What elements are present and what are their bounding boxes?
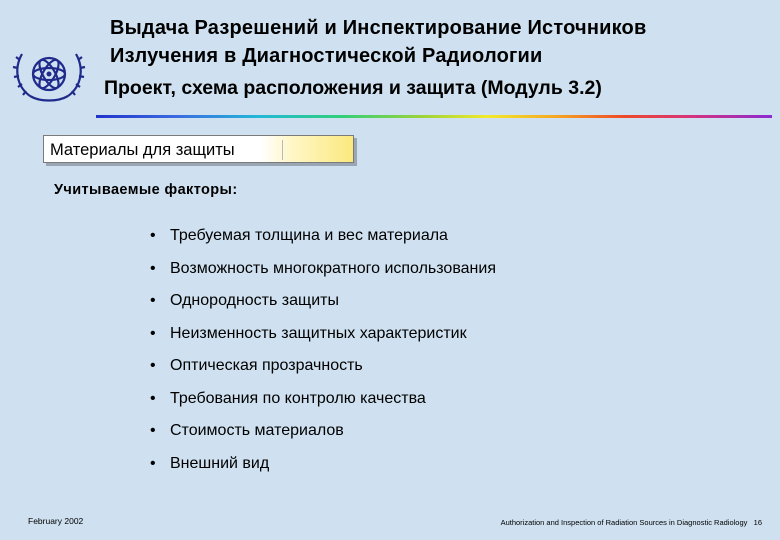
list-item-text: Требования по контролю качества — [170, 389, 426, 407]
footer-course — [501, 518, 762, 527]
list-item — [150, 321, 496, 354]
list-item — [150, 288, 496, 321]
iaea-atom-emblem-icon — [10, 30, 88, 108]
list-item-text: Однородность защиты — [170, 292, 339, 309]
bullet-icon: • — [150, 389, 156, 407]
footer-course-title: Authorization and Inspection of Radiation Sources in Diagnostic Radiology — [500, 518, 748, 527]
list-item-text: Возможность многократного использования — [170, 259, 496, 277]
bullet-icon: • — [150, 422, 156, 439]
module-subtitle: Проект, схема расположения и защита (Модуль 3.2) — [104, 77, 602, 99]
title-line-2: Излучения в Диагностической Радиологии — [110, 45, 543, 67]
list-item — [150, 256, 496, 289]
list-item-text: Требуемая толщина и вес материала — [170, 227, 448, 244]
page-number: 16 — [753, 518, 762, 527]
list-item — [150, 386, 496, 419]
factors-heading: Учитываемые факторы: — [54, 182, 238, 198]
list-item-text: Оптическая прозрачность — [170, 357, 363, 374]
bullet-icon: • — [150, 357, 156, 374]
list-item-text: Стоимость материалов — [170, 422, 344, 439]
list-item — [150, 223, 496, 256]
bullet-icon: • — [150, 324, 156, 342]
section-label: Материалы для защиты — [50, 141, 235, 159]
bullet-icon: • — [150, 259, 156, 277]
factor-list — [150, 223, 496, 483]
title-line-1: Выдача Разрешений и Инспектирование Источников — [110, 17, 647, 39]
footer-date: February 2002 — [28, 516, 84, 526]
slide-title — [104, 14, 770, 102]
bullet-icon: • — [150, 227, 156, 244]
iaea-logo — [10, 30, 88, 108]
list-item-text: Неизменность защитных характеристик — [170, 324, 467, 342]
list-item — [150, 353, 496, 386]
list-item — [150, 418, 496, 451]
list-item-text: Внешний вид — [170, 454, 270, 472]
rainbow-divider — [96, 115, 772, 118]
bullet-icon: • — [150, 292, 156, 309]
bullet-icon: • — [150, 454, 156, 472]
section-label-box — [43, 135, 354, 163]
list-item — [150, 451, 496, 484]
section-divider — [282, 140, 283, 160]
